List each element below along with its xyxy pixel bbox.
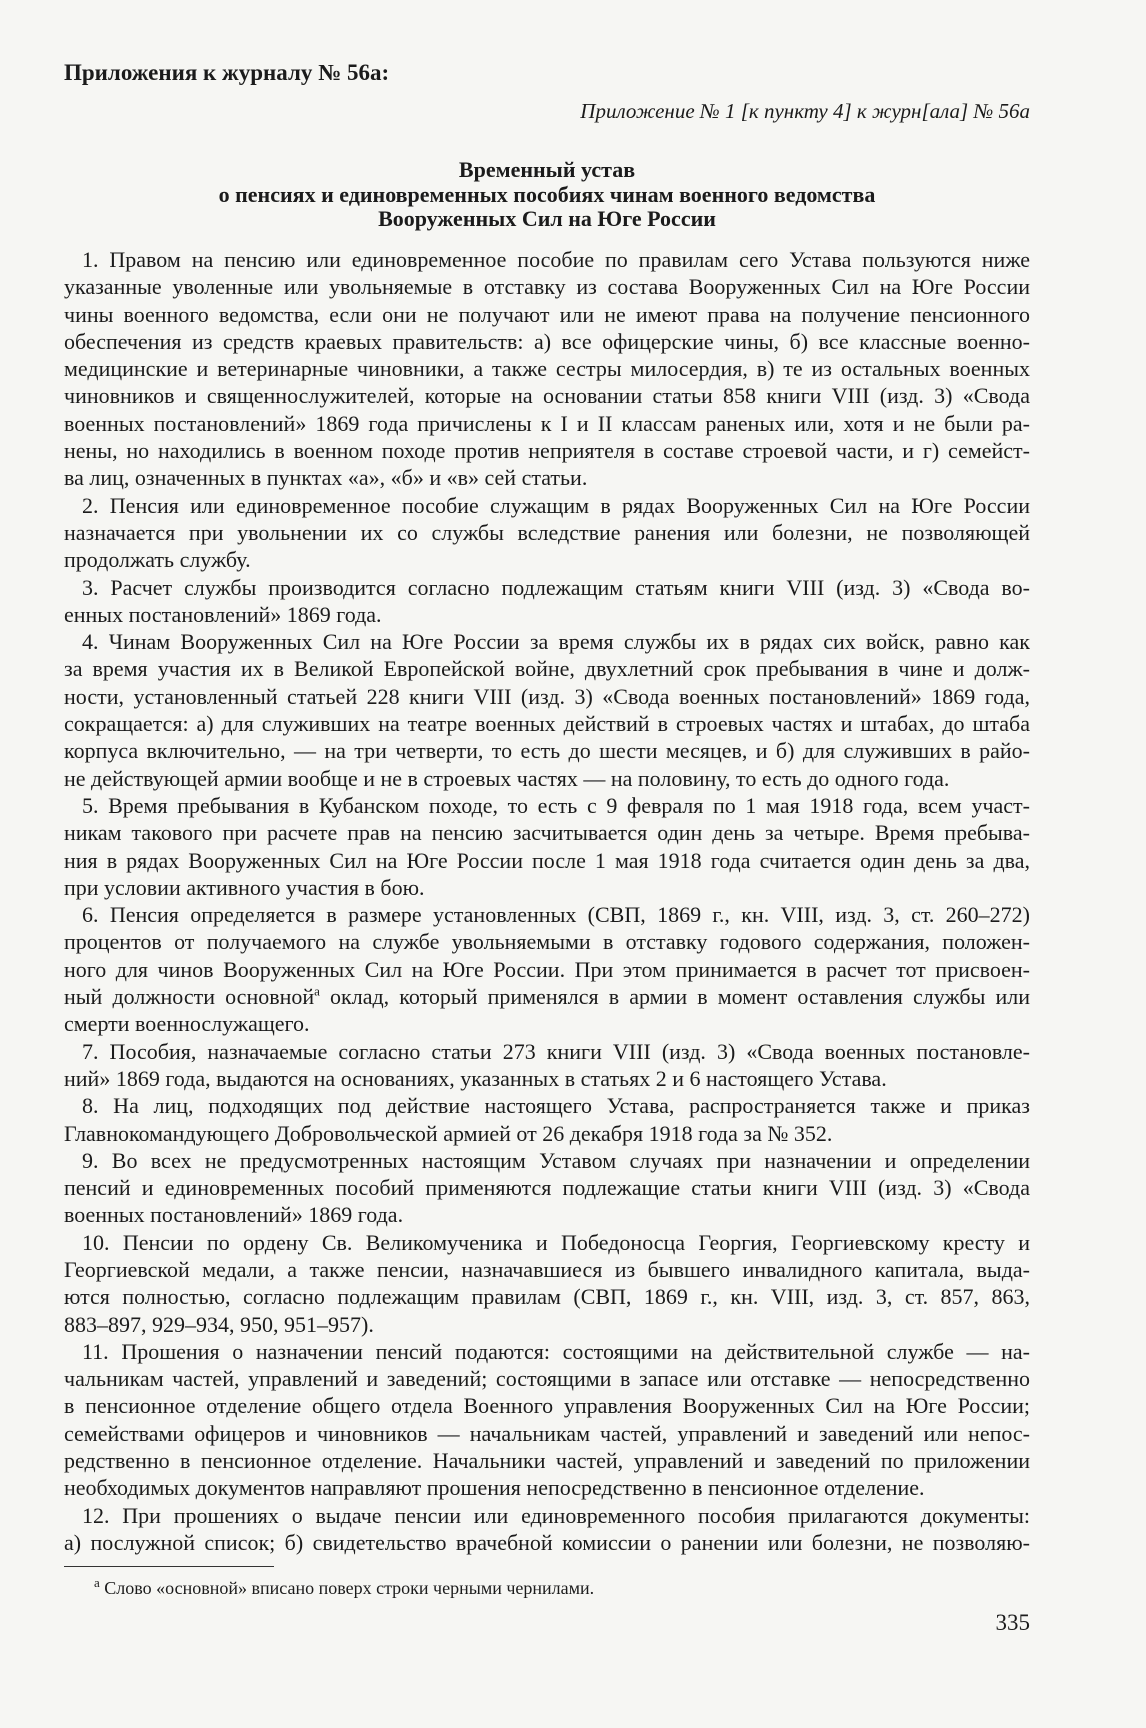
- text-line: енных постановлений» 1869 года.: [64, 601, 382, 627]
- text-line: обеспечения из средств краевых правительств: а) все офицерские чины, б) все классные военно-: [64, 328, 1030, 354]
- text-line: необходимых документов направляют прошения непосредственно в пенсионное отделение.: [64, 1475, 925, 1501]
- text-line: военных постановлений» 1869 года причислены к I и II классам раненых или, хотя и не были ра-: [64, 410, 1030, 436]
- text-line: пенсий и единовременных пособий применяются подлежащие статьи книги VIII (изд. 3) «Свода: [64, 1175, 1030, 1201]
- text-line: ва лиц, означенных в пунктах «а», «б» и «в» сей статьи.: [64, 465, 588, 491]
- paragraph-3: [64, 574, 1030, 629]
- journal-title: Приложения к журналу № 56а:: [64, 60, 390, 85]
- text-line: процентов от получаемого на службе увольняемыми в отставку годового содержания, положен-: [64, 929, 1030, 955]
- paragraph-10: [64, 1229, 1030, 1338]
- text-line: никам такового при расчете прав на пенсию засчитывается один день за четыре. Время пребыва-: [64, 820, 1030, 846]
- text-line: ности, установленный статьей 228 книги VIII (изд. 3) «Свода военных постановлений» 1869 года,: [64, 683, 1030, 709]
- heading-line: о пенсиях и единовременных пособиях чинам военного ведомства: [218, 181, 876, 207]
- paragraph-9: [64, 1147, 1030, 1229]
- appendix-reference: Приложение № 1 [к пункту 4] к журн[ала] № 56а: [580, 99, 1030, 123]
- footnote-text: Слово «основной» вписано поверх строки черными чернилами.: [99, 1578, 595, 1598]
- text-line: а) послужной список; б) свидетельство врачебной комиссии о ранении или болезни, не позволяю-: [64, 1529, 1030, 1555]
- text-line: [64, 983, 1030, 1010]
- text-segment: оклад, который применялся в армии в момент оставления службы или: [319, 984, 1030, 1010]
- text-line: 5. Время пребывания в Кубанском походе, то есть с 9 февраля по 1 мая 1918 года, всем участ-: [82, 792, 1030, 818]
- text-line: при условии активного участия в бою.: [64, 874, 425, 900]
- text-line: 2. Пенсия или единовременное пособие служащим в рядах Вооруженных Сил на Юге России: [82, 492, 1030, 518]
- text-line: военных постановлений» 1869 года.: [64, 1202, 404, 1228]
- text-line: корпуса включительно, — на три четверти, то есть до шести месяцев, и б) для служивших в райо-: [64, 738, 1030, 764]
- footnote-ref: а: [314, 983, 320, 999]
- paragraph-6: [64, 901, 1030, 1037]
- document-body: [64, 246, 1030, 1556]
- heading-line: Вооруженных Сил на Юге России: [378, 206, 716, 231]
- text-line: 4. Чинам Вооруженных Сил на Юге России за время службы их в рядах сих войск, равно как: [82, 629, 1030, 655]
- text-line: не действующей армии вообще и не в строевых частях — на половину, то есть до одного года.: [64, 765, 950, 791]
- paragraph-8: [64, 1092, 1030, 1147]
- text-line: 6. Пенсия определяется в размере установленных (СВП, 1869 г., кн. VIII, изд. 3, ст. 260–272): [82, 902, 1030, 928]
- text-line: 8. На лиц, подходящих под действие настоящего Устава, распространяется также и приказ: [82, 1093, 1030, 1119]
- text-line: редственно в пенсионное отделение. Начальники частей, управлений и заведений по приложении: [64, 1448, 1030, 1474]
- paragraph-7: [64, 1038, 1030, 1093]
- text-line: 10. Пенсии по ордену Св. Великомученика и Победоносца Георгия, Георгиевскому кресту и: [82, 1229, 1030, 1255]
- text-line: указанные уволенные или увольняемые в отставку из состава Вооруженных Сил на Юге России: [64, 274, 1030, 300]
- text-line: нены, но находились в военном походе против неприятеля в составе строевой части, и г) семейст-: [64, 438, 1030, 464]
- paragraph-11: [64, 1338, 1030, 1502]
- text-line: назначается при увольнении их со службы вследствие ранения или болезни, не позволяющей: [64, 519, 1030, 545]
- paragraph-5: [64, 792, 1030, 901]
- footnote-marker: а: [94, 1575, 100, 1590]
- text-line: 1. Правом на пенсию или единовременное пособие по правилам сего Устава пользуются ниже: [82, 247, 1030, 272]
- text-line: в пенсионное отделение общего отдела Военного управления Вооруженных Сил на Юге России;: [64, 1393, 1030, 1419]
- text-line: 7. Пособия, назначаемые согласно статьи 273 книги VIII (изд. 3) «Свода военных постановле-: [82, 1038, 1030, 1064]
- text-line: 883–897, 929–934, 950, 951–957).: [64, 1311, 374, 1337]
- heading-line: Временный устав: [458, 157, 636, 182]
- text-line: 3. Расчет службы производится согласно подлежащим статьям книги VIII (изд. 3) «Свода во-: [82, 574, 1030, 600]
- text-line: чальникам частей, управлений и заведений; состоящими в запасе или отставке — непосредственно: [64, 1366, 1030, 1392]
- paragraph-12: [64, 1502, 1030, 1557]
- text-line: сокращается: а) для служивших на театре военных действий в строевых частях и штабах, до штаба: [64, 711, 1030, 737]
- document-heading: [64, 158, 1030, 232]
- text-line: смерти военнослужащего.: [64, 1011, 310, 1037]
- text-segment: ный должности основной: [64, 984, 315, 1010]
- footnote-divider: [64, 1566, 274, 1567]
- text-line: ний» 1869 года, выдаются на основаниях, указанных в статьях 2 и 6 настоящего Устава.: [64, 1065, 887, 1091]
- text-line: ния в рядах Вооруженных Сил на Юге России после 1 мая 1918 года считается один день за два,: [64, 847, 1030, 873]
- text-line: 11. Прошения о назначении пенсий подаются: состоящими на действительной службе — на-: [82, 1338, 1030, 1364]
- text-line: 9. Во всех не предусмотренных настоящим Уставом случаях при назначении и определении: [82, 1147, 1030, 1173]
- text-line: Георгиевской медали, а также пенсии, назначавшиеся из бывшего инвалидного капитала, выда-: [64, 1256, 1030, 1282]
- text-line: чины военного ведомства, если они не получают или не имеют права на получение пенсионного: [64, 301, 1030, 327]
- text-line: семействами офицеров и чиновников — начальникам частей, управлений и заведений или непос-: [64, 1420, 1030, 1446]
- text-line: ются полностью, согласно подлежащим правилам (СВП, 1869 г., кн. VIII, изд. 3, ст. 857, 863,: [64, 1284, 1030, 1310]
- text-line: Главнокомандующего Добровольческой армией от 26 декабря 1918 года за № 352.: [64, 1120, 833, 1146]
- text-line: продолжать службу.: [64, 547, 251, 573]
- paragraph-4: [64, 628, 1030, 792]
- footnote: [94, 1575, 595, 1599]
- text-line: 12. При прошениях о выдаче пенсии или единовременного пособия прилагаются документы:: [82, 1502, 1030, 1528]
- text-line: чиновников и священнослужителей, которые на основании статьи 858 книги VIII (изд. 3) «Свода: [64, 383, 1030, 409]
- text-line: медицинские и ветеринарные чиновники, а также сестры милосердия, в) те из остальных военных: [64, 356, 1030, 382]
- paragraph-2: [64, 492, 1030, 574]
- page-number: 335: [995, 1610, 1030, 1635]
- text-line: ного для чинов Вооруженных Сил на Юге России. При этом принимается в расчет тот присвоен-: [64, 956, 1030, 982]
- text-line: за время участия их в Великой Европейской войне, двухлетний срок пребывания в чине и долж-: [64, 656, 1030, 682]
- paragraph-1: [64, 246, 1030, 492]
